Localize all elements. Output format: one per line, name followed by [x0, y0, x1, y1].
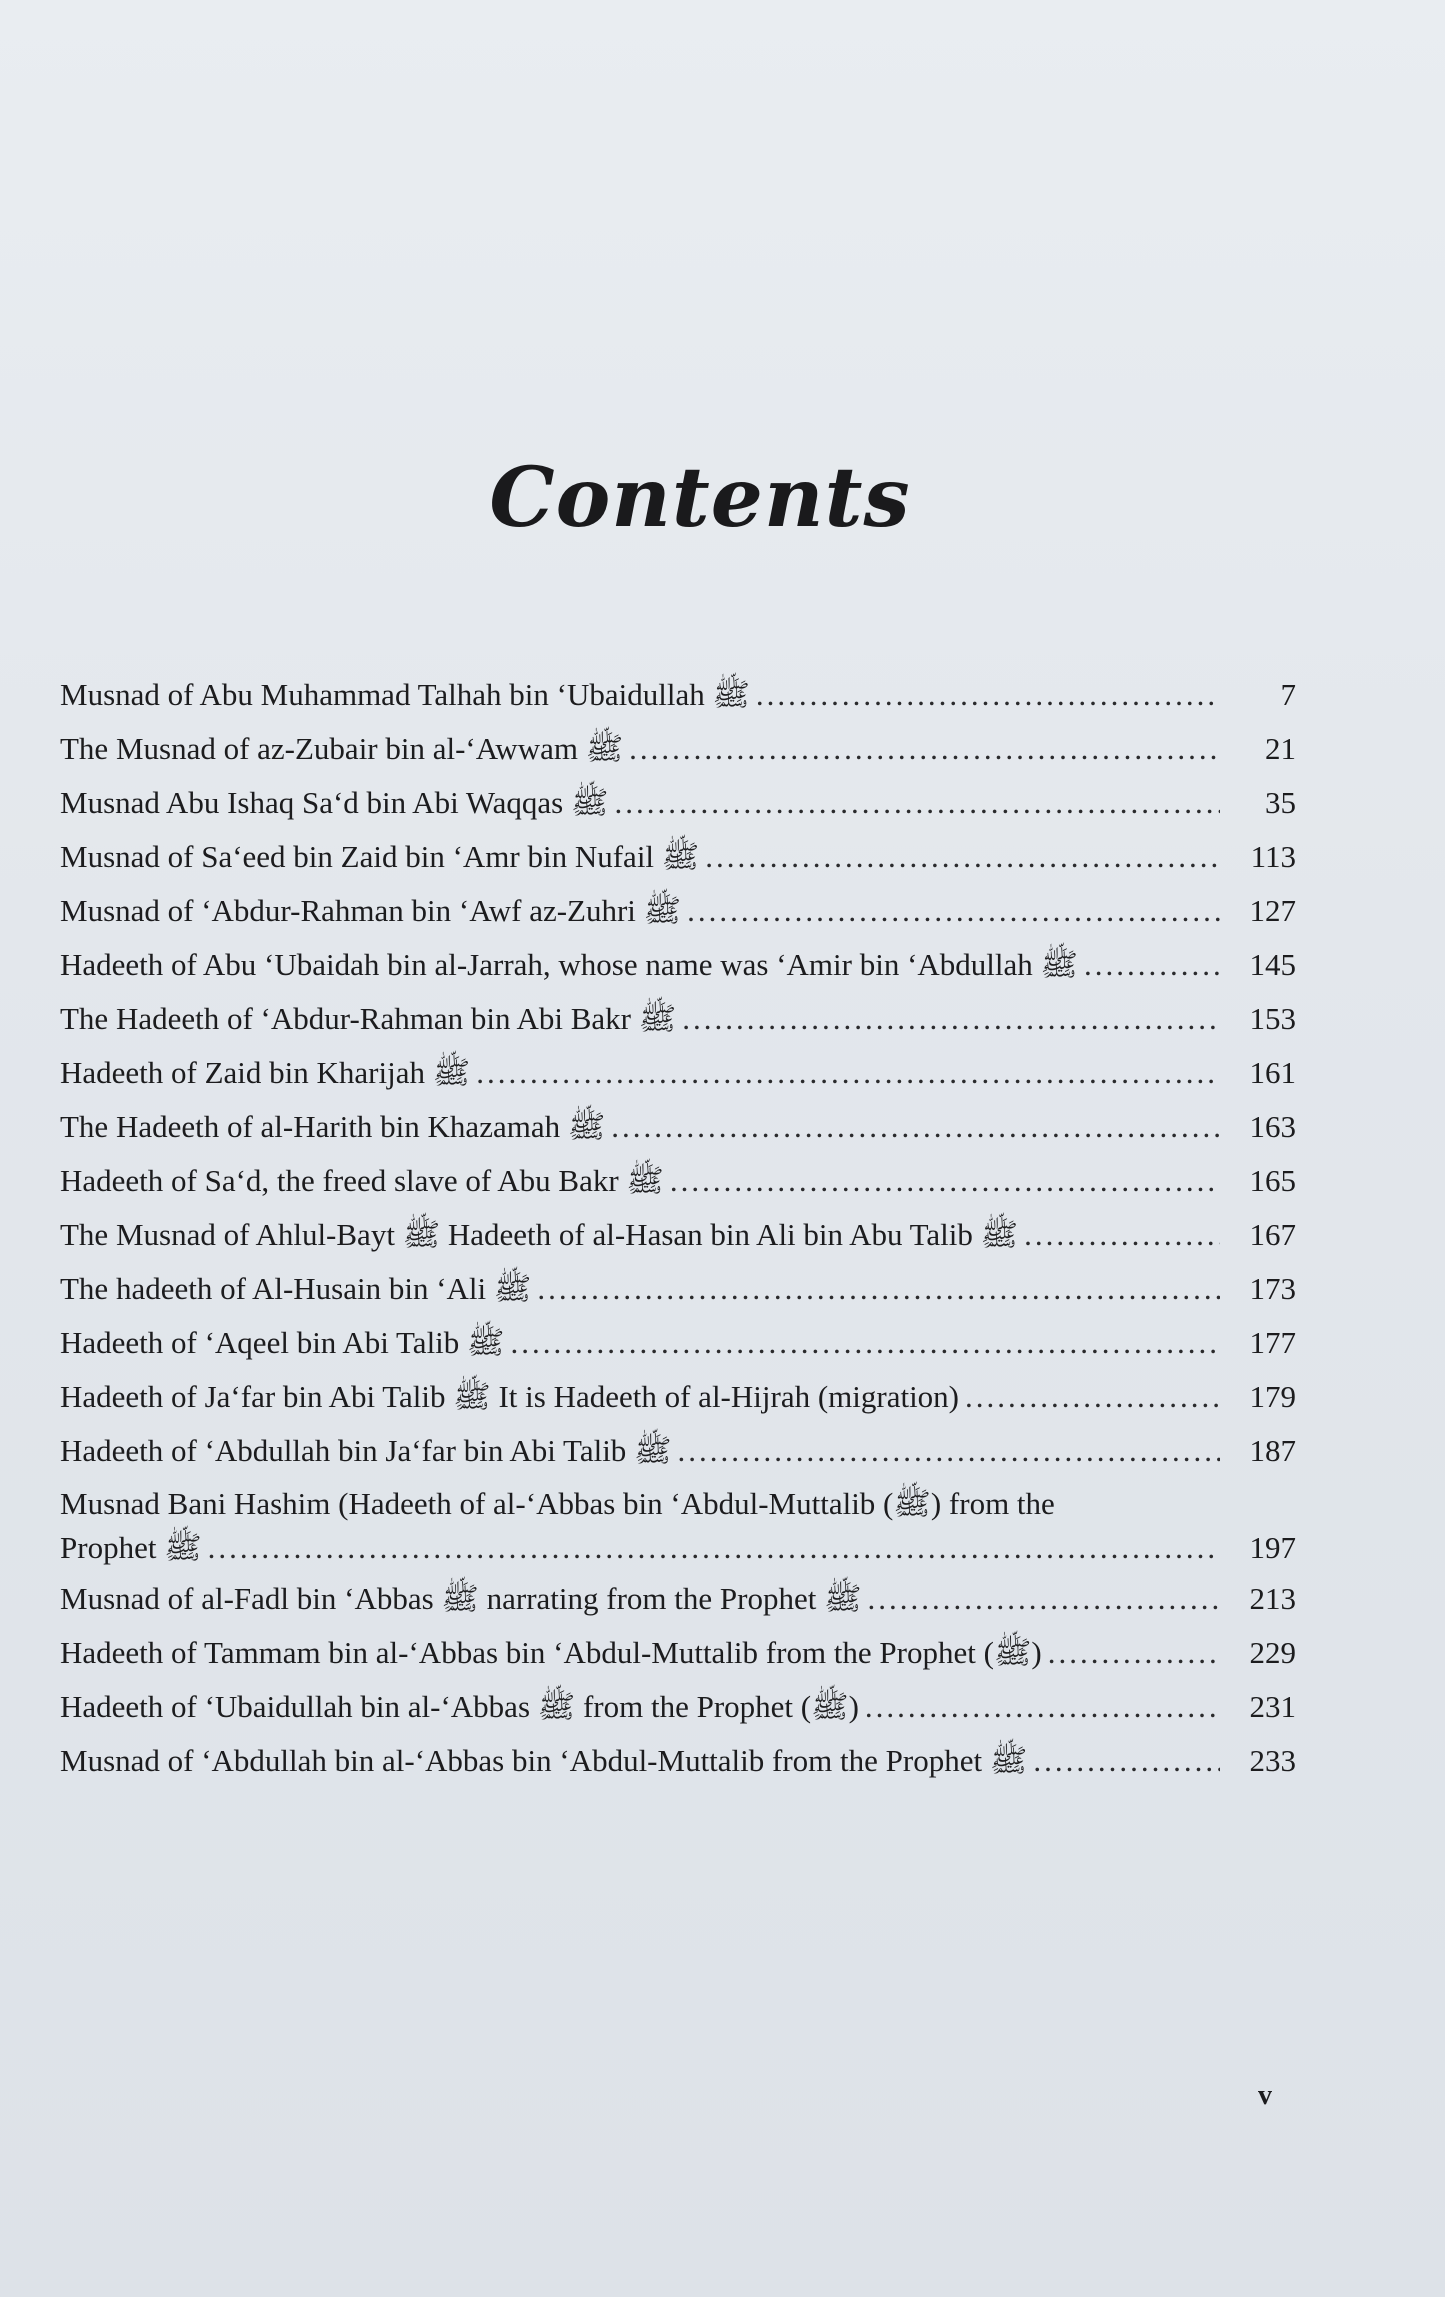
- toc-entry-page: 179: [1249, 1379, 1296, 1414]
- toc-entry[interactable]: [60, 1478, 1296, 1572]
- toc-entry-page: 113: [1250, 839, 1296, 874]
- dot-leader: [682, 992, 1220, 1046]
- toc-entry[interactable]: [60, 1100, 1296, 1154]
- toc-entry[interactable]: [60, 1370, 1296, 1424]
- toc-entry[interactable]: [60, 830, 1296, 884]
- toc-entry[interactable]: [60, 1262, 1296, 1316]
- toc-entry-title: Hadeeth of Sa‘d, the freed slave of Abu Bakr ﷺ: [60, 1163, 664, 1198]
- dot-leader: [511, 1316, 1221, 1370]
- dot-leader: [670, 1154, 1220, 1208]
- toc-entry-page: 21: [1265, 731, 1296, 766]
- toc-entry-title: The Hadeeth of al-Harith bin Khazamah ﷺ: [60, 1109, 606, 1144]
- toc-entry-title: Hadeeth of Tammam bin al-‘Abbas bin ‘Abdul-Muttalib from the Prophet (ﷺ): [60, 1635, 1042, 1670]
- toc-entry-title: The Hadeeth of ‘Abdur-Rahman bin Abi Bakr ﷺ: [60, 1001, 677, 1036]
- dot-leader: [614, 776, 1220, 830]
- toc-entry-title: Musnad of al-Fadl bin ‘Abbas ﷺ narrating from the Prophet ﷺ: [60, 1581, 862, 1616]
- toc-entry-page: 229: [1249, 1635, 1296, 1670]
- toc-entry-page: 7: [1280, 677, 1296, 712]
- toc-entry[interactable]: [60, 776, 1296, 830]
- roman-page-number: v: [1258, 2080, 1272, 2111]
- toc-entry-title: Musnad of ‘Abdur-Rahman bin ‘Awf az-Zuhri ﷺ: [60, 893, 682, 928]
- dot-leader: [1024, 1208, 1220, 1262]
- toc-entry-title: Hadeeth of ‘Aqeel bin Abi Talib ﷺ: [60, 1325, 505, 1360]
- toc-entry-title: Hadeeth of Ja‘far bin Abi Talib ﷺ It is Hadeeth of al-Hijrah (migration): [60, 1379, 960, 1414]
- toc-entry-title: The Musnad of az-Zubair bin al-‘Awwam ﷺ: [60, 731, 624, 766]
- dot-leader: [1048, 1626, 1220, 1680]
- toc-entry-page: 35: [1265, 785, 1296, 820]
- toc-entry-title: Hadeeth of ‘Abdullah bin Ja‘far bin Abi Talib ﷺ: [60, 1433, 672, 1468]
- toc-entry-page: 177: [1249, 1325, 1296, 1360]
- toc-entry-page: 213: [1249, 1581, 1296, 1616]
- dot-leader: [1033, 1734, 1220, 1788]
- toc-entry[interactable]: [60, 1572, 1296, 1626]
- toc-entry-title-line2: Prophet ﷺ: [60, 1530, 202, 1565]
- toc-entry-title: The hadeeth of Al-Husain bin ‘Ali ﷺ: [60, 1271, 532, 1306]
- dot-leader: [208, 1524, 1220, 1572]
- dot-leader: [705, 830, 1220, 884]
- toc-entry-page: 145: [1249, 947, 1296, 982]
- toc-entry[interactable]: [60, 668, 1296, 722]
- toc-entry-page: 167: [1249, 1217, 1296, 1252]
- dot-leader: [865, 1680, 1220, 1734]
- toc-entry[interactable]: [60, 1424, 1296, 1478]
- toc-entry[interactable]: [60, 1680, 1296, 1734]
- dot-leader: [678, 1424, 1220, 1478]
- toc-entry-page: 153: [1249, 1001, 1296, 1036]
- toc-entry-title: Hadeeth of Abu ‘Ubaidah bin al-Jarrah, whose name was ‘Amir bin ‘Abdullah ﷺ: [60, 947, 1078, 982]
- dot-leader: [537, 1262, 1220, 1316]
- toc-entry[interactable]: [60, 1734, 1296, 1788]
- dot-leader: [687, 884, 1220, 938]
- dot-leader: [476, 1046, 1220, 1100]
- toc-entry-page: 187: [1249, 1433, 1296, 1468]
- toc-entry-title: Hadeeth of ‘Ubaidullah bin al-‘Abbas ﷺ from the Prophet (ﷺ): [60, 1689, 859, 1724]
- toc-entry[interactable]: [60, 884, 1296, 938]
- toc-entry-title: Hadeeth of Zaid bin Kharijah ﷺ: [60, 1055, 471, 1090]
- toc-entry[interactable]: [60, 1316, 1296, 1370]
- toc-entry[interactable]: [60, 722, 1296, 776]
- dot-leader: [756, 668, 1220, 722]
- table-of-contents: [60, 668, 1296, 1788]
- toc-entry-page: 165: [1249, 1163, 1296, 1198]
- toc-entry-title-line1: Musnad Bani Hashim (Hadeeth of al-‘Abbas bin ‘Abdul-Muttalib (ﷺ) from the: [60, 1486, 1055, 1521]
- toc-entry-title: Musnad of ‘Abdullah bin al-‘Abbas bin ‘Abdul-Muttalib from the Prophet ﷺ: [60, 1743, 1028, 1778]
- toc-entry-page: 231: [1249, 1689, 1296, 1724]
- toc-entry[interactable]: [60, 1046, 1296, 1100]
- toc-entry-page: 173: [1249, 1271, 1296, 1306]
- toc-entry-page: 197: [1249, 1530, 1296, 1565]
- toc-entry-page: 233: [1249, 1743, 1296, 1778]
- dot-leader: [611, 1100, 1220, 1154]
- dot-leader: [1084, 938, 1220, 992]
- toc-entry-title: Musnad of Sa‘eed bin Zaid bin ‘Amr bin Nufail ﷺ: [60, 839, 700, 874]
- page-title: Contents: [489, 450, 911, 546]
- toc-entry[interactable]: [60, 1208, 1296, 1262]
- toc-entry-title: Musnad Abu Ishaq Sa‘d bin Abi Waqqas ﷺ: [60, 785, 609, 820]
- toc-entry-title: Musnad of Abu Muhammad Talhah bin ‘Ubaidullah ﷺ: [60, 677, 750, 712]
- toc-entry-line2: [60, 1524, 1296, 1572]
- toc-entry[interactable]: [60, 992, 1296, 1046]
- dot-leader: [965, 1370, 1220, 1424]
- toc-entry[interactable]: [60, 1626, 1296, 1680]
- toc-entry-page: 161: [1249, 1055, 1296, 1090]
- toc-entry[interactable]: [60, 938, 1296, 992]
- dot-leader: [629, 722, 1220, 776]
- toc-entry-page: 127: [1249, 893, 1296, 928]
- dot-leader: [868, 1572, 1220, 1626]
- toc-entry-page: 163: [1249, 1109, 1296, 1144]
- toc-entry-title: The Musnad of Ahlul-Bayt ﷺ Hadeeth of al-Hasan bin Ali bin Abu Talib ﷺ: [60, 1217, 1019, 1252]
- toc-entry[interactable]: [60, 1154, 1296, 1208]
